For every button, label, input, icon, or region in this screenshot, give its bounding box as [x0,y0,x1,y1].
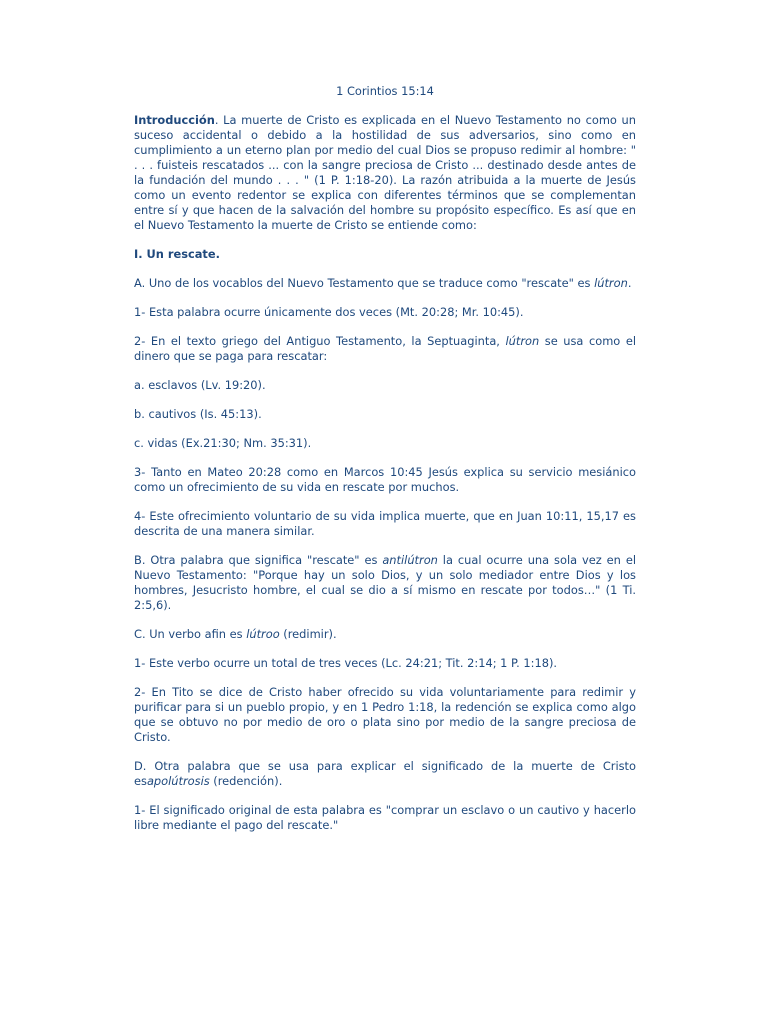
paragraph-b-term: antilútron [382,553,438,567]
paragraph-d [134,759,636,789]
paragraph-b-text: B. Otra palabra que significa "rescate" es [134,553,383,567]
paragraph-a-end: . [627,276,632,290]
paragraph-a-2 [134,334,636,364]
list-item-c: c. vidas (Ex.21:30; Nm. 35:31). [134,436,312,450]
intro-label: Introducción [134,113,215,127]
list-item-b: b. cautivos (Is. 45:13). [134,407,262,421]
paragraph-c-term: lútroo [246,627,280,641]
paragraph-d-term: apolútrosis [146,774,210,788]
intro-paragraph [134,113,636,233]
list-item-a: a. esclavos (Lv. 19:20). [134,378,266,392]
paragraph-a-1: 1- Esta palabra ocurre únicamente dos veces (Mt. 20:28; Mr. 10:45). [134,305,524,319]
paragraph-c-2: 2- En Tito se dice de Cristo haber ofrecido su vida voluntariamente para redimir y purificar para si un pueblo propio, y en 1 Pedro 1:18, la redención se explica como algo que se obtuvo no por medio de oro o plata sino por medio de la sangre preciosa de Cristo. [134,685,636,744]
paragraph-c-text: C. Un verbo afin es [134,627,247,641]
paragraph-c [134,627,636,642]
document-page [134,84,636,847]
paragraph-a-2-text: 2- En el texto griego del Antiguo Testamento, la Septuaginta, [134,334,506,348]
paragraph-a-text: A. Uno de los vocablos del Nuevo Testamento que se traduce como "rescate" es [134,276,595,290]
paragraph-c-1: 1- Este verbo ocurre un total de tres veces (Lc. 24:21; Tit. 2:14; 1 P. 1:18). [134,656,558,670]
section-heading-rescate: I. Un rescate. [134,247,220,261]
paragraph-a-term: lútron [594,276,628,290]
paragraph-b-end: la cual ocurre una sola vez en el Nuevo Testamento: "Porque hay un solo Dios, y un solo mediador entre Dios y los hombres, Jesucristo hombre, el cual se dio a sí mismo en rescate por todos…" (1 Ti. 2:5,6). [134,553,636,612]
intro-text: . La muerte de Cristo es explicada en el Nuevo Testamento no como un suceso accidental o debido a la hostilidad de sus adversarios, sino como en cumplimiento a un eterno plan por medio del cual Dios se propuso redimir al hombre: " . . . fuisteis rescatados ... con la sangre preciosa de Cristo ... destinado desde antes de la fundación del mundo . . . " (1 P. 1:18-20). La razón atribuida a la muerte de Jesús como un evento redentor se explica con diferentes términos que se complementan entre sí y que hacen de la salvación del hombre su propósito específico. Es así que en el Nuevo Testamento la muerte de Cristo se entiende como: [134,113,636,232]
paragraph-a-2-term: lútron [505,334,540,348]
paragraph-a [134,276,636,291]
paragraph-d-1: 1- El significado original de esta palabra es "comprar un esclavo o un cautivo y hacerlo libre mediante el pago del rescate." [134,803,636,832]
paragraph-d-text: D. Otra palabra que se usa para explicar el significado de la muerte de Cristo es [134,759,636,788]
document-title: 1 Corintios 15:14 [336,84,434,98]
paragraph-d-end: (redención). [209,774,283,788]
paragraph-b [134,553,636,613]
paragraph-a-2-end: se usa como el dinero que se paga para rescatar: [134,334,636,363]
paragraph-a-4: 4- Este ofrecimiento voluntario de su vida implica muerte, que en Juan 10:11, 15,17 es descrita de una manera similar. [134,509,636,538]
paragraph-a-3: 3- Tanto en Mateo 20:28 como en Marcos 10:45 Jesús explica su servicio mesiánico como un ofrecimiento de su vida en rescate por muchos. [134,465,636,494]
paragraph-c-end: (redimir). [279,627,337,641]
